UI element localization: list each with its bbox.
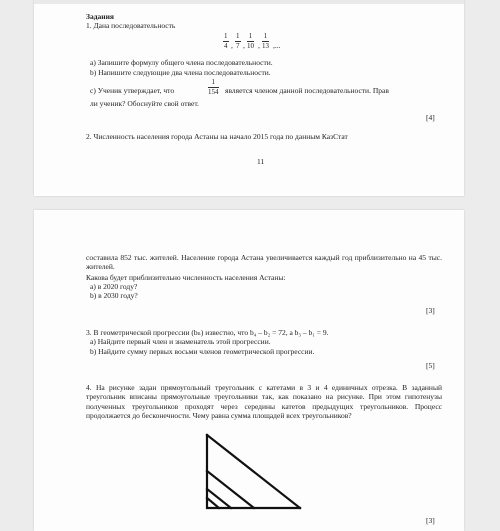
worksheet-page-1: Задания 1. Дана последовательность 1 4 , 1 7 , 1 10 , 1 13 ,... a) Запишите формулу общего члена последовательности. b) Напишите следующие два члена последовательности. c) Ученик утверждает, что 1 154 является членом данной последовательности. Прав ли ученик? Обоснуйте свой ответ. [4] 2. Численность населения города Астаны на начало 2015 года по данным КазСтат 11 xyxy=(34,0,464,196)
q3-title: 3. В геометрической прогрессии (bₙ) известно, что b₄ – b₂ = 72, а b₃ – b₁ = 9. xyxy=(86,328,329,337)
fraction-1: 1 4 xyxy=(224,32,228,50)
page-number: 11 xyxy=(257,157,265,166)
q1-part-a: a) Запишите формулу общего члена последовательности. xyxy=(90,58,273,67)
section-heading: Задания xyxy=(86,12,114,21)
q1-part-b: b) Напишите следующие два члена последовательности. xyxy=(90,68,271,77)
q1-part-c-end: является членом данной последовательности. Прав xyxy=(225,86,389,95)
fraction-1-154: 1 154 xyxy=(208,78,219,96)
q2-question: Какова будет приблизительно численность населения Астаны: xyxy=(86,273,286,282)
fraction-4: 1 13 xyxy=(262,32,269,50)
q1-title: 1. Дана последовательность xyxy=(86,21,176,30)
q4-text: 4. На рисунке задан прямоугольный треугольник с катетами в 3 и 4 единичных отрезка. В заданный треугольник вписаны прямоугольные треугольники так, как показано на рисунке. При этом гипотенузы полученных треугольников проходят через середины катетов предыдущих треугольников. Процесс продолжается до бесконечности. Чему равна сумма площадей всех треугольников? xyxy=(86,383,442,421)
q2-score: [3] xyxy=(426,306,435,315)
inner-hypotenuse-2 xyxy=(207,489,231,508)
q3-part-b: b) Найдите сумму первых восьми членов геометрической прогрессии. xyxy=(90,347,315,356)
q1-part-c-start: c) Ученик утверждает, что xyxy=(90,86,175,95)
fraction-2: 1 7 xyxy=(236,32,240,50)
nested-triangles-figure xyxy=(204,432,304,510)
fraction-3: 1 10 xyxy=(247,32,254,50)
q2-continuation: составила 852 тыс. жителей. Население города Астана увеличивается каждый год приблизительно на 45 тыс. жителей. xyxy=(86,253,442,272)
outer-hypotenuse xyxy=(207,435,300,508)
inner-hypotenuse-3 xyxy=(207,498,219,508)
q1-part-c-line2: ли ученик? Обоснуйте свой ответ. xyxy=(90,99,199,108)
q2-part-b: b) в 2030 году? xyxy=(90,291,138,300)
q2-part-a: а) в 2020 году? xyxy=(90,282,138,291)
page-top-edge xyxy=(34,0,464,4)
q2-title-start: 2. Численность населения города Астаны на начало 2015 года по данным КазСтат xyxy=(86,132,348,141)
q3-part-a: а) Найдите первый член и знаменатель этой прогрессии. xyxy=(90,337,271,346)
q4-score: [3] xyxy=(426,516,435,525)
q1-score: [4] xyxy=(426,113,435,122)
worksheet-page-2 xyxy=(34,210,464,531)
q3-score: [5] xyxy=(426,361,435,370)
